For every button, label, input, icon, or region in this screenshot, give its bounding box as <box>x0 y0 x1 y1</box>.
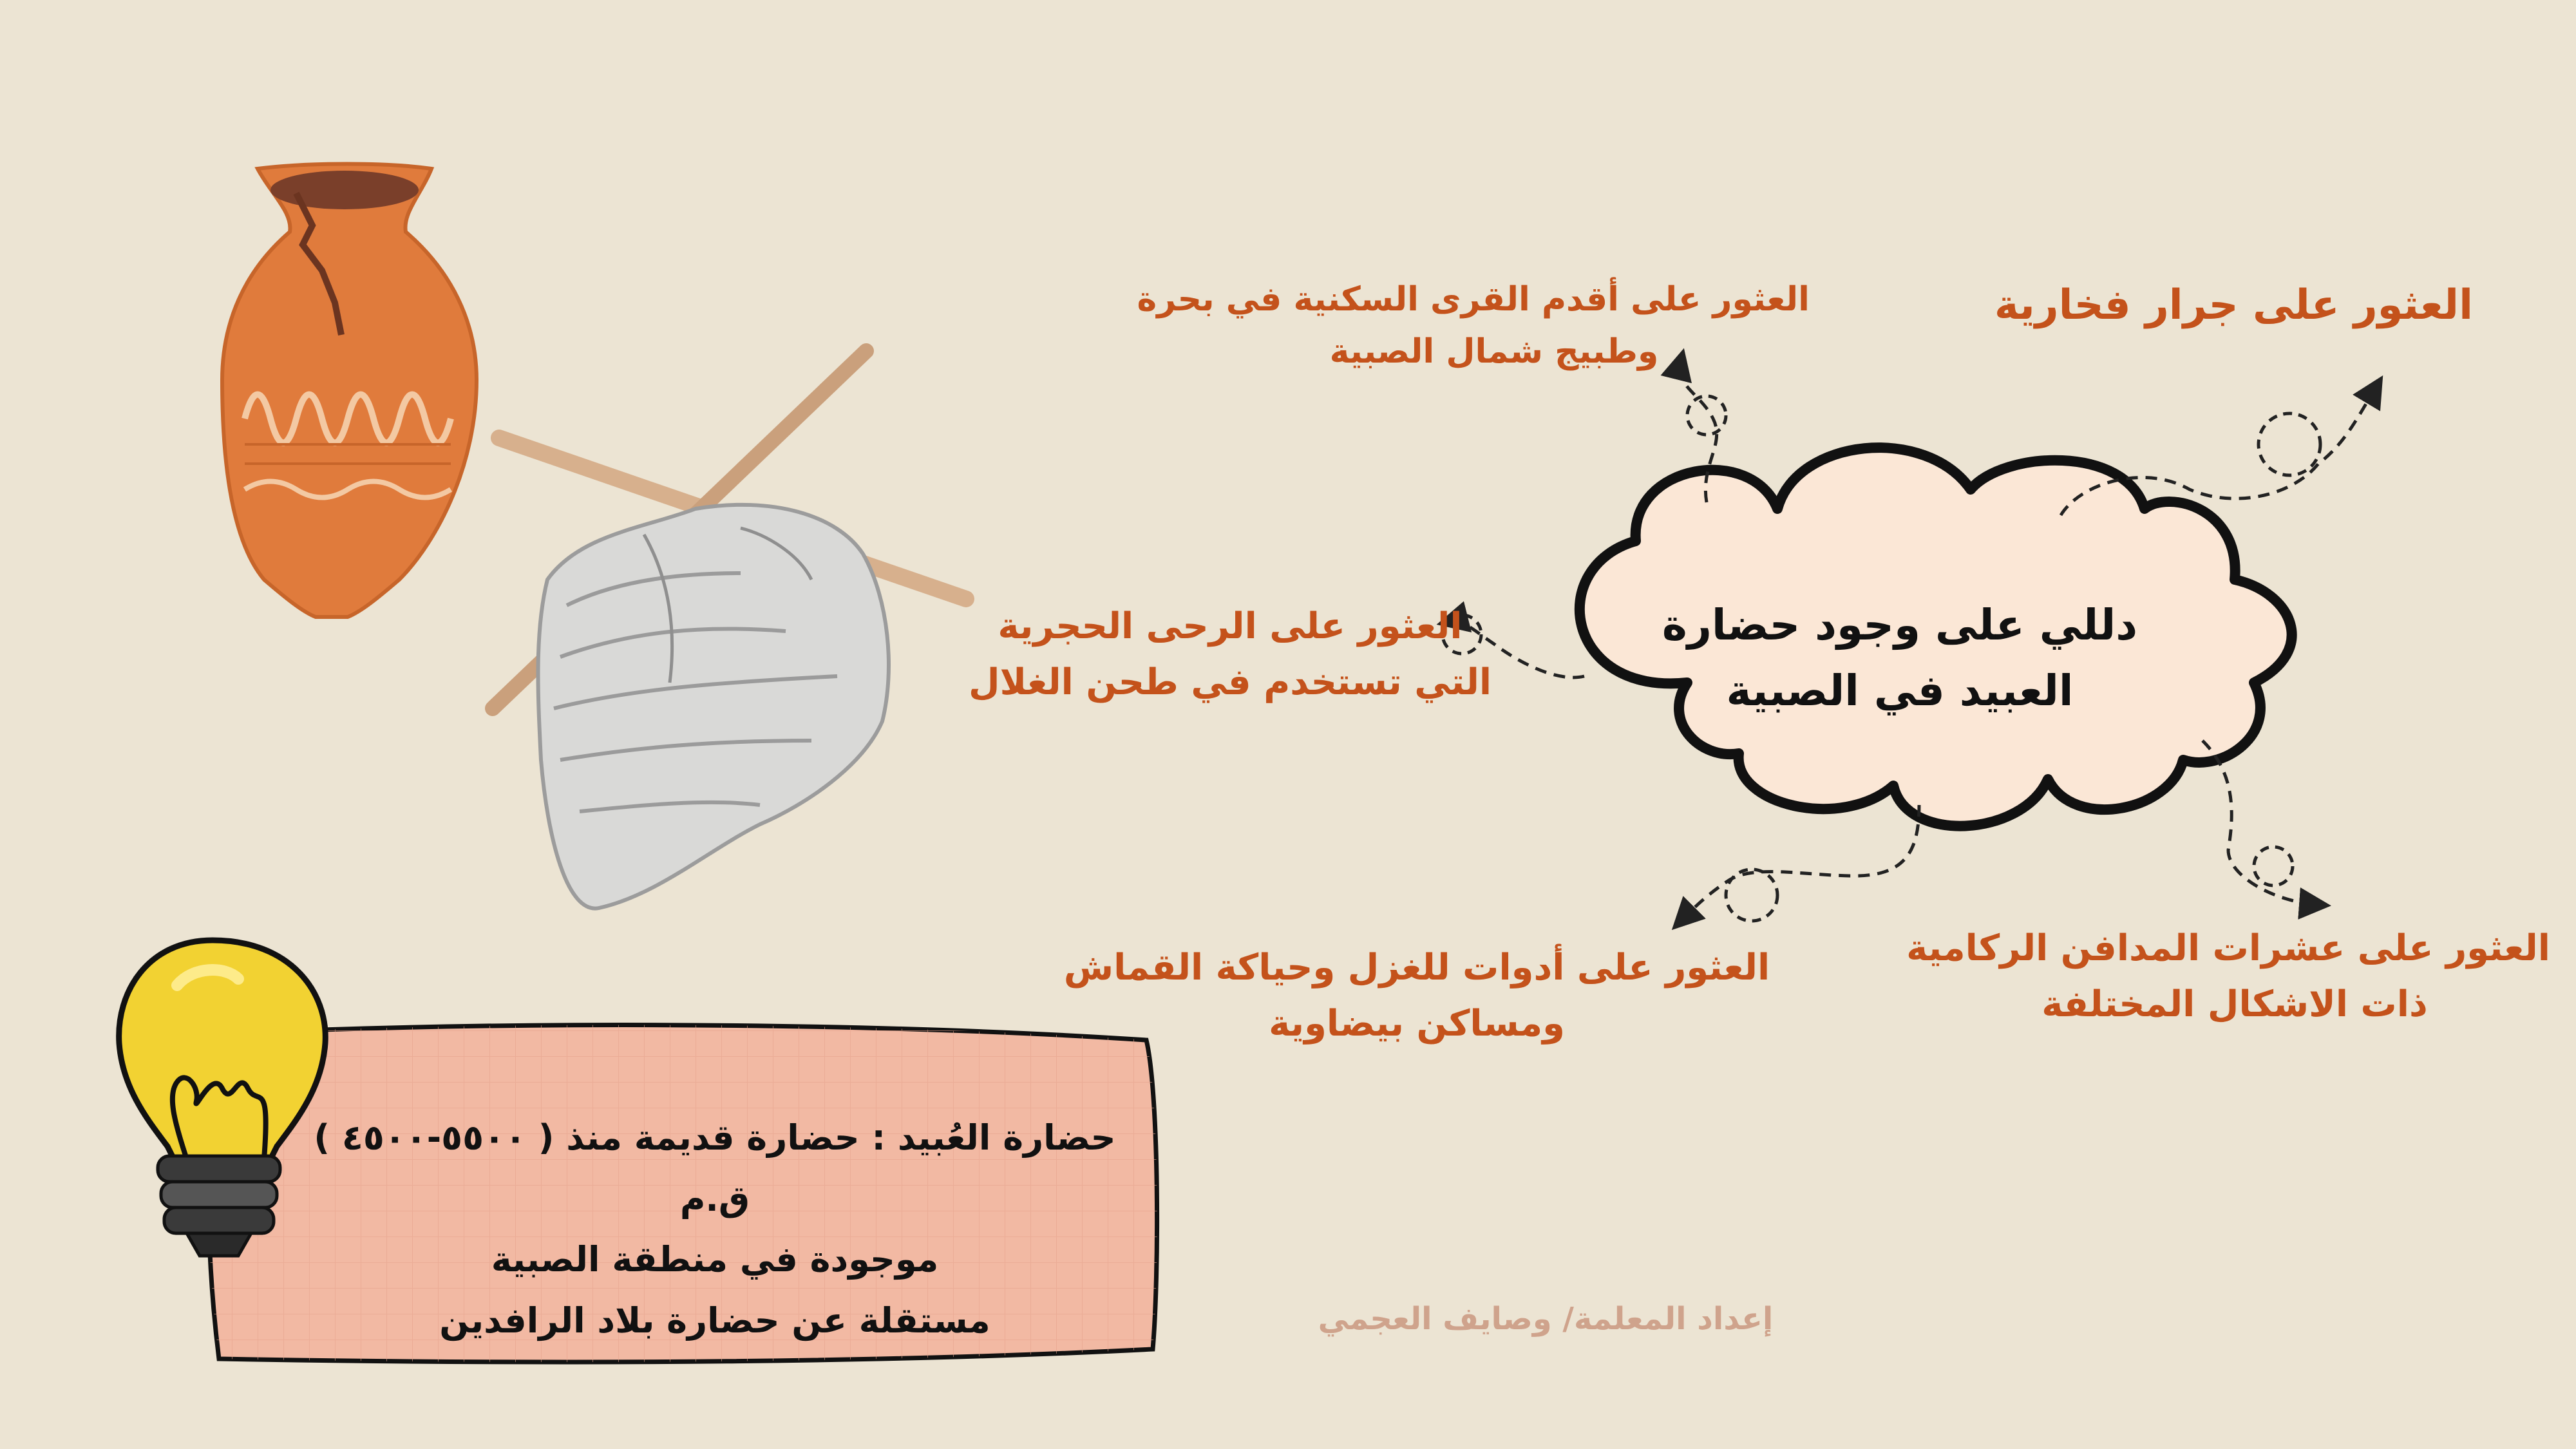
branch-villages <box>1137 274 1810 377</box>
loop-circle <box>2259 413 2320 475</box>
branch-villages-line1: العثور على أقدم القرى السكنية في بحرة <box>1137 280 1810 319</box>
branch-tools <box>1056 940 1777 1052</box>
branch-tombs-line1: العثور على عشرات المدافن الركامية <box>1906 927 2550 969</box>
info-box-text <box>283 1108 1146 1351</box>
center-topic-line2: العبيد في الصبية <box>1726 666 2074 716</box>
dashed-arrow-icon <box>1681 805 1919 921</box>
branch-pottery-line1: العثور على جرار فخارية <box>1994 281 2473 329</box>
center-topic-line1: دللي على وجود حضارة <box>1662 600 2138 650</box>
branch-millstones-line2: التي تستخدم في طحن الغلال <box>968 661 1492 703</box>
info-box-line1: حضارة العُبيد : حضارة قديمة منذ ( ٥٥٠٠-٤٥٠٠ ) ق.م <box>314 1117 1116 1219</box>
loop-circle <box>2254 847 2293 886</box>
branch-millstones <box>966 599 1494 711</box>
branch-tombs <box>1906 921 2550 1033</box>
knitting-needles-icon <box>493 351 966 909</box>
clay-vase-icon <box>222 164 477 618</box>
branch-pottery <box>1994 274 2473 337</box>
center-topic <box>1610 592 2190 724</box>
loop-circle <box>1687 396 1726 435</box>
info-box-line2: موجودة في منطقة الصبية <box>491 1239 939 1280</box>
dashed-arrow-icon <box>2202 741 2318 905</box>
branch-villages-line2: وطبيج شمال الصبية <box>1329 332 1659 371</box>
branch-millstones-line1: العثور على الرحى الحجرية <box>998 605 1463 647</box>
branch-tools-line1: العثور على أدوات للغزل وحياكة القماش <box>1063 947 1770 989</box>
branch-tools-line2: ومساكن بيضاوية <box>1269 1002 1565 1045</box>
info-box-line3: مستقلة عن حضارة بلاد الرافدين <box>439 1300 990 1341</box>
loop-circle <box>1726 869 1777 921</box>
author-credit: إعداد المعلمة/ وصايف العجمي <box>1318 1301 1774 1337</box>
branch-tombs-line2: ذات الاشكال المختلفة <box>2041 983 2428 1025</box>
